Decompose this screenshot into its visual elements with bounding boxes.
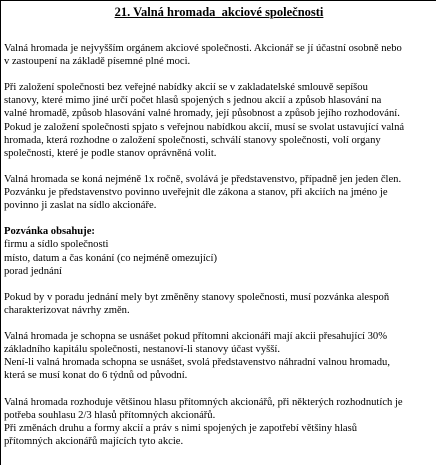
text-line: Valná hromada rozhoduje většinou hlasu přítomných akcionářů, při některých rozhodnutích je (4, 396, 403, 408)
paragraph-frequency (4, 173, 435, 212)
text-line: Pokud je založení společnosti spjato s veřejnou nabídkou akcií, musí se svolat ustavující valná (4, 121, 405, 133)
text-line: společnosti, které je podle stanov oprávněná volit. (4, 147, 217, 159)
text-line: základního kapitálu společnosti, nestanoví-li stanovy účast vyšší. (4, 344, 280, 356)
list-item: místo, datum a čas konání (co nejméně omezující) (4, 252, 217, 264)
document-body (4, 42, 435, 461)
text-line: v zastoupení na základě písemné plné moci. (4, 56, 191, 68)
text-line: stanovy, které mimo jiné určí počet hlasů spojených s jednou akcií a způsob hlasování na (4, 95, 382, 107)
paragraph-voting (4, 396, 435, 448)
paragraph-invitation (4, 225, 435, 277)
text-line: Valná hromada se koná nejméně 1x ročně, svolává je představenstvo, případně jen jeden člen. (4, 173, 402, 185)
paragraph-founding (4, 81, 435, 160)
text-line: Při založení společnosti bez veřejné nabídky akcií se v zakladatelské smlouvě sepíšou (4, 82, 368, 94)
text-line: Valná hromada je nejvyšším orgánem akciové společnosti. Akcionář se jí účastní osobně nebo (4, 43, 402, 54)
text-line: valné hromadě, způsob hlasování valné hromady, její působnost a způsob jejího rozhodování. (4, 108, 400, 120)
text-line: která se musí konat do 6 týdnů od původní. (4, 370, 188, 382)
paragraph-definition (4, 42, 435, 68)
text-line: Není-li valná hromada schopna se usnášet, svolá představenstvo náhradní valnou hromadu, (4, 357, 390, 369)
paragraph-quorum (4, 330, 435, 382)
invitation-heading: Pozvánka obsahuje: (4, 226, 95, 238)
text-line: Při změnách druhu a formy akcií a práv s nimi spojených je zapotřebí většiny hlasů (4, 422, 358, 434)
list-item: firmu a sídlo společnosti (4, 239, 109, 251)
text-line: Valná hromada je schopna se usnášet pokud přítomni akcionáři mají akcii přesahující 30% (4, 331, 388, 343)
text-line: přítomných akcionářů majících tyto akcie. (4, 435, 184, 447)
paragraph-statute-changes (4, 291, 435, 317)
text-line: hromada, která rozhodne o založení společnosti, schválí stanovy společnosti, volí organy (4, 134, 381, 146)
text-line: potřeba souhlasu 2/3 hlasů přítomných akcionářů. (4, 409, 216, 421)
list-item: porad jednání (4, 265, 62, 277)
text-line: Pozvánku je představenstvo povinno uveřejnit dle zákona a stanov, při akciích na jméno je (4, 187, 388, 199)
text-line: charakterizovat návrhy změn. (4, 304, 130, 316)
document-title: 21. Valná hromada akciové společnosti (114, 5, 324, 19)
text-line: povinno ji zaslat na sídlo akcionáře. (4, 200, 157, 212)
text-line: Pokud by v poradu jednání mely byt změněny stanovy společnosti, musí pozvánka alespoň (4, 291, 390, 303)
